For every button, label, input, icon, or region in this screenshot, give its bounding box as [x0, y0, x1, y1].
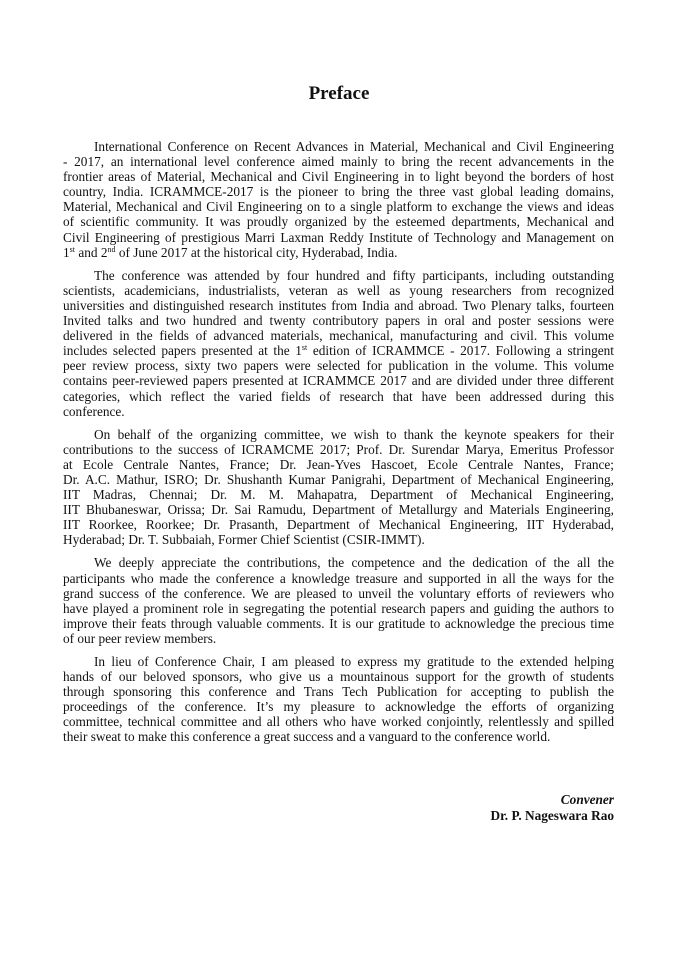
- paragraph: [63, 268, 614, 419]
- text-line: committee, technical committee and all others who have worked conjointly, relentlessly and spilled: [63, 714, 614, 730]
- text-line: IIT Roorkee, Roorkee; Dr. Prasanth, Department of Mechanical Engineering, IIT Hyderabad,: [63, 517, 614, 533]
- text-line: at Ecole Centrale Nantes, France; Dr. Jean-Yves Hascoet, Ecole Centrale Nantes, France;: [63, 456, 614, 472]
- text-segment: 1: [63, 244, 70, 260]
- text-line: delivered in the fields of advanced materials, mechanical, manufacturing and civil. This volume: [63, 328, 614, 344]
- text-line: IIT Madras, Chennai; Dr. M. M. Mahapatra, Department of Mechanical Engineering,: [63, 487, 614, 503]
- text-line: contains peer-reviewed papers presented at ICRAMMCE 2017 and are divided under three different: [63, 373, 614, 389]
- text-line: Dr. A.C. Mathur, ISRO; Dr. Shushanth Kumar Panigrahi, Department of Mechanical Engineering,: [63, 471, 614, 487]
- superscript: nd: [107, 244, 116, 254]
- text-line: Civil Engineering of prestigious Marri Laxman Reddy Institute of Technology and Management on: [63, 229, 614, 245]
- text-line: their sweat to make this conference a great success and a vanguard to the conference world.: [63, 729, 551, 745]
- text-line: - 2017, an international level conference aimed mainly to bring the recent advancements in the: [63, 154, 614, 170]
- text-line: [63, 245, 614, 260]
- text-line: have played a prominent role in segregating the potential research papers and guiding the authors to: [63, 600, 614, 616]
- text-segment: of June 2017 at the historical city, Hyderabad, India.: [115, 244, 398, 260]
- text-line: scientists, academicians, industrialists, veteran as well as young researchers from recognized: [63, 282, 614, 298]
- page-title: Preface: [308, 83, 370, 104]
- text-line: Hyderabad; Dr. T. Subbaiah, Former Chief Scientist (CSIR-IMMT).: [63, 532, 425, 548]
- superscript: st: [301, 343, 308, 353]
- text-line: conference.: [63, 403, 125, 419]
- paragraph: [63, 654, 614, 745]
- text-line: Invited talks and two hundred and twenty contributory papers in oral and poster sessions were: [63, 313, 614, 329]
- signature-name: Dr. P. Nageswara Rao: [490, 808, 614, 823]
- text-line: On behalf of the organizing committee, we wish to thank the keynote speakers for their: [94, 426, 614, 442]
- text-line: contributions to the success of ICRAMCME 2017; Prof. Dr. Surendar Marya, Emeritus Professor: [63, 441, 614, 457]
- superscript: st: [69, 244, 75, 254]
- text-line: of our peer review members.: [63, 630, 217, 646]
- text-line: universities and distinguished research institutes from India and abroad. Two Plenary talks, fourteen: [63, 297, 614, 313]
- text-line: In lieu of Conference Chair, I am pleased to express my gratitude to the extended helping: [94, 654, 614, 669]
- text-line: of scientific community. It was proudly organized by the esteemed departments, Mechanical and: [63, 214, 614, 230]
- signature-role: Convener: [560, 792, 614, 807]
- text-line: participants who made the conference a knowledge treasure and supported in all the ways for the: [63, 570, 614, 586]
- text-line: We deeply appreciate the contributions, the competence and the dedication of the all the: [94, 555, 614, 571]
- preface-body: [63, 139, 614, 753]
- text-line: International Conference on Recent Advances in Material, Mechanical and Civil Engineering: [94, 139, 614, 154]
- text-line: Material, Mechanical and Civil Engineering on to a single platform to exchange the views and ideas: [63, 199, 614, 215]
- text-line: grand success of the conference. We are pleased to unveil the voluntary efforts of reviewers who: [63, 585, 614, 601]
- text-segment: edition of ICRAMMCE - 2017. Following a stringent: [307, 343, 614, 359]
- text-line: hands of our beloved sponsors, who give us a mountainous support for the growth of students: [63, 669, 614, 685]
- text-segment: and 2: [75, 244, 108, 260]
- text-segment: includes selected papers presented at the 1: [63, 343, 302, 359]
- text-line: IIT Bhubaneswar, Orissa; Dr. Sai Ramudu, Department of Metallurgy and Materials Engineering,: [63, 502, 614, 518]
- text-line: improve their feats through valuable comments. It is our gratitude to acknowledge the precious time: [63, 615, 614, 631]
- signature-block: [491, 792, 614, 824]
- paragraph: [63, 427, 614, 548]
- text-line: country, India. ICRAMMCE-2017 is the pioneer to bring the three vast global leading domains,: [63, 184, 614, 200]
- text-line: through sponsoring this conference and Trans Tech Publication for accepting to publish the: [63, 684, 614, 700]
- paragraph: [63, 555, 614, 646]
- text-line: peer review process, sixty two papers were selected for publication in the volume. This volume: [63, 358, 614, 374]
- text-line: The conference was attended by four hundred and fifty participants, including outstanding: [94, 267, 614, 283]
- text-line: [63, 343, 614, 358]
- text-line: categories, which reflect the varied fields of research that have been addressed during this: [63, 388, 614, 404]
- text-line: frontier areas of Material, Mechanical and Civil Engineering in to light beyond the borders of host: [63, 169, 614, 185]
- text-line: proceedings of the conference. It’s my pleasure to acknowledge the efforts of organizing: [63, 699, 614, 715]
- paragraph: [63, 139, 614, 260]
